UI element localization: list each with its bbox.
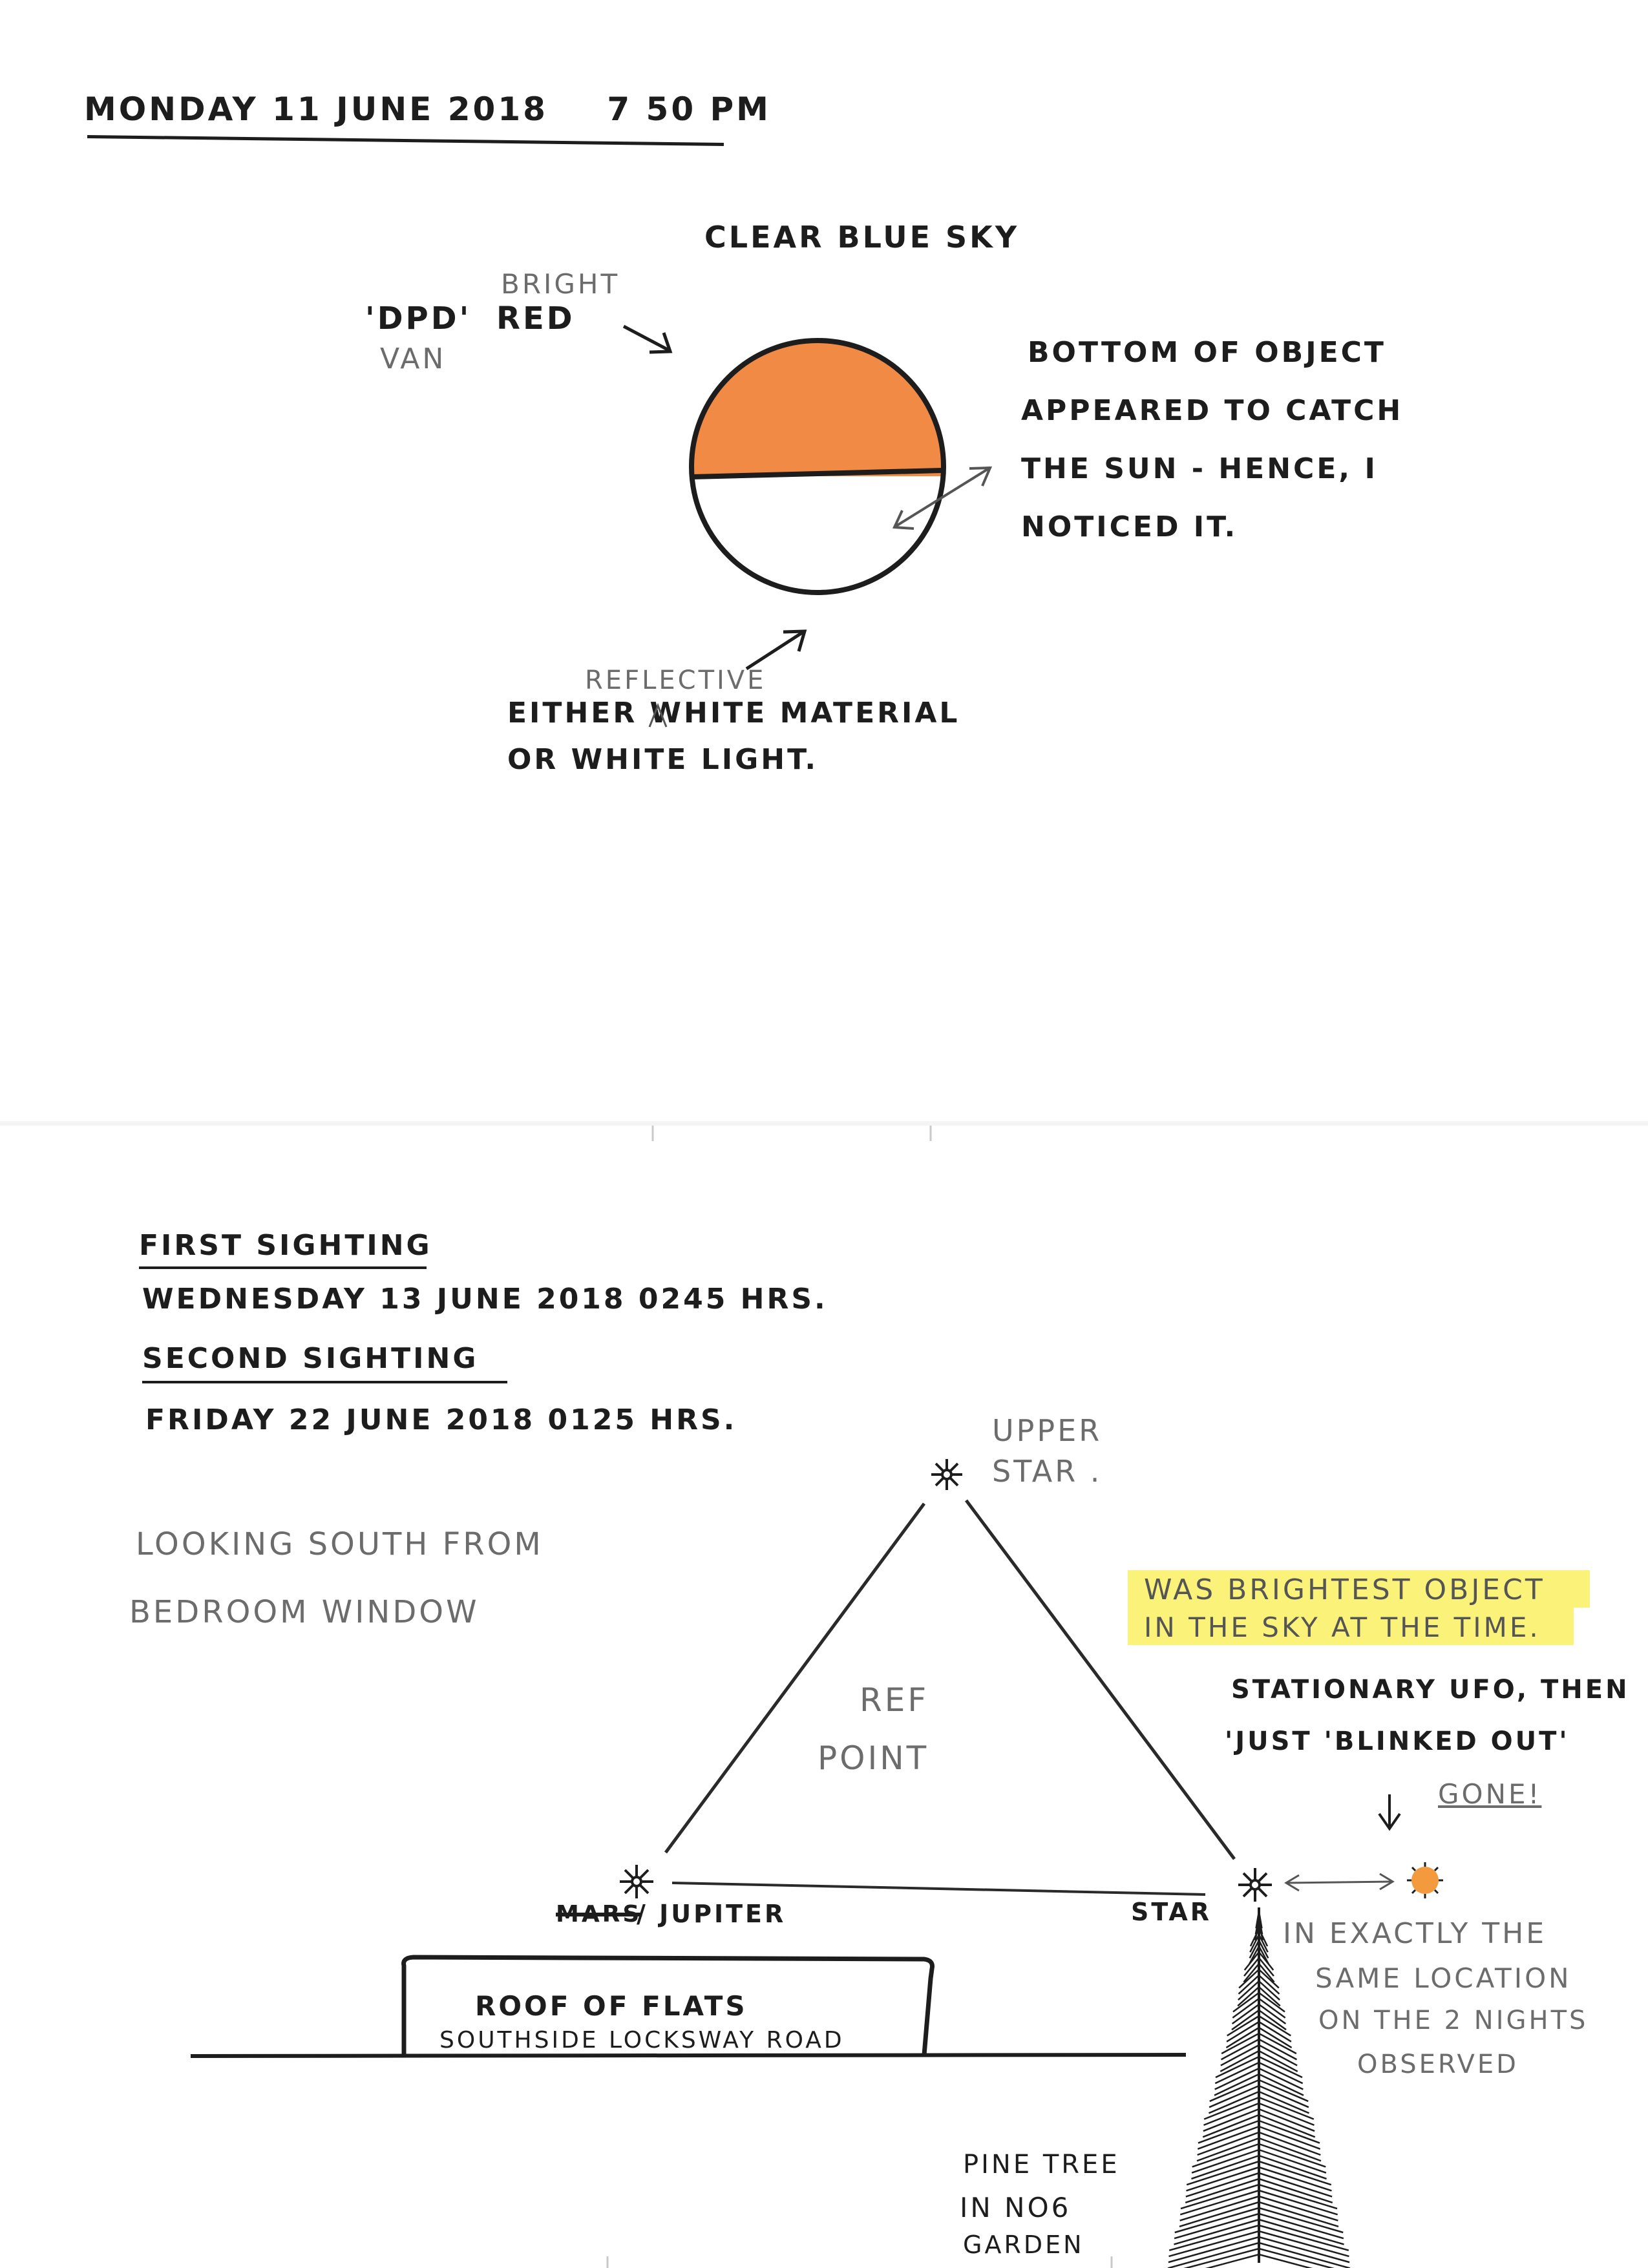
second-sighting-date: FRIDAY 22 JUNE 2018 0125 HRS.	[145, 1403, 737, 1436]
bottom-note-line-3: THE SUN - HENCE, I	[1021, 452, 1378, 485]
ref-point-line-1: REF	[860, 1681, 929, 1719]
bottom-note-line-2: APPEARED TO CATCH	[1021, 394, 1404, 427]
sky-caption: CLEAR BLUE SKY	[704, 220, 1020, 255]
roof-of-flats-outline	[404, 1957, 933, 2055]
upper-star-line-2: STAR .	[992, 1454, 1103, 1489]
pine-label-line-1: PINE TREE	[963, 2150, 1120, 2179]
arrow-icon	[624, 326, 670, 352]
van-label: VAN	[380, 342, 447, 375]
brightest-note-line-1: WAS BRIGHTEST OBJECT	[1144, 1573, 1545, 1606]
star-burst-icon	[931, 1459, 962, 1490]
location-note-line-3: ON THE 2 NIGHTS	[1318, 2006, 1589, 2035]
caret-mark	[650, 706, 666, 727]
first-sighting-heading: FIRST SIGHTING	[139, 1229, 432, 1262]
jupiter-label: / JUPITER	[637, 1900, 787, 1928]
gone-label: GONE!	[1438, 1778, 1542, 1810]
bottom-sheet	[0, 1126, 1648, 2268]
material-note-line-2: OR WHITE LIGHT.	[507, 743, 819, 776]
upper-star-line-1: UPPER	[992, 1413, 1103, 1448]
roof-label-line-2: SOUTHSIDE LOCKSWAY ROAD	[439, 2027, 845, 2053]
arrow-icon	[746, 631, 805, 669]
pine-label-line-2: IN NO6	[960, 2192, 1072, 2223]
looking-line-2: BEDROOM WINDOW	[129, 1594, 480, 1630]
bottom-note-line-1: BOTTOM OF OBJECT	[1028, 336, 1386, 369]
star-burst-icon	[620, 1865, 653, 1898]
ufo-sphere	[685, 336, 950, 593]
dpd-label: 'DPD'	[365, 300, 472, 337]
red-label: RED	[496, 300, 575, 337]
ufo-note-line-2: 'JUST 'BLINKED OUT'	[1225, 1727, 1570, 1756]
first-sighting-date: WEDNESDAY 13 JUNE 2018 0245 HRS.	[142, 1283, 828, 1316]
reference-triangle	[666, 1500, 1234, 1895]
material-note-line-1: EITHER WHITE MATERIAL	[507, 697, 960, 730]
top-drawing	[0, 0, 1648, 1121]
bottom-note-line-4: NOTICED IT.	[1021, 510, 1238, 543]
page-join-lines	[607, 1126, 1112, 2268]
reflective-label: REFLECTIVE	[585, 666, 766, 695]
arrow-icon	[1379, 1794, 1400, 1829]
bright-label: BRIGHT	[501, 268, 620, 300]
brightest-note-line-2: IN THE SKY AT THE TIME.	[1144, 1612, 1541, 1643]
top-sheet	[0, 0, 1648, 1121]
ground-line	[191, 2055, 1186, 2056]
second-sighting-heading: SECOND SIGHTING	[142, 1342, 479, 1375]
roof-label-line-1: ROOF OF FLATS	[475, 1990, 748, 2022]
ufo-dot-icon	[1407, 1862, 1443, 1898]
ref-point-line-2: POINT	[818, 1739, 929, 1777]
date-text: MONDAY 11 JUNE 2018	[84, 90, 548, 128]
mars-struck-label: MARS	[556, 1901, 642, 1927]
location-note-line-1: IN EXACTLY THE	[1283, 1917, 1547, 1950]
location-note-line-2: SAME LOCATION	[1315, 1962, 1572, 1994]
pine-label-line-3: GARDEN	[963, 2231, 1084, 2259]
looking-line-1: LOOKING SOUTH FROM	[136, 1526, 544, 1562]
sphere-orange-top	[685, 336, 950, 476]
star-burst-icon	[1238, 1868, 1272, 1902]
arrow-icon	[1286, 1874, 1393, 1891]
time-text: 7 50 PM	[607, 90, 771, 128]
pine-tree-icon	[1163, 1907, 1355, 2268]
star-label: STAR	[1131, 1898, 1212, 1926]
ufo-note-line-1: STATIONARY UFO, THEN	[1231, 1675, 1630, 1705]
bottom-drawing	[0, 1126, 1648, 2268]
location-note-line-4: OBSERVED	[1357, 2050, 1519, 2079]
